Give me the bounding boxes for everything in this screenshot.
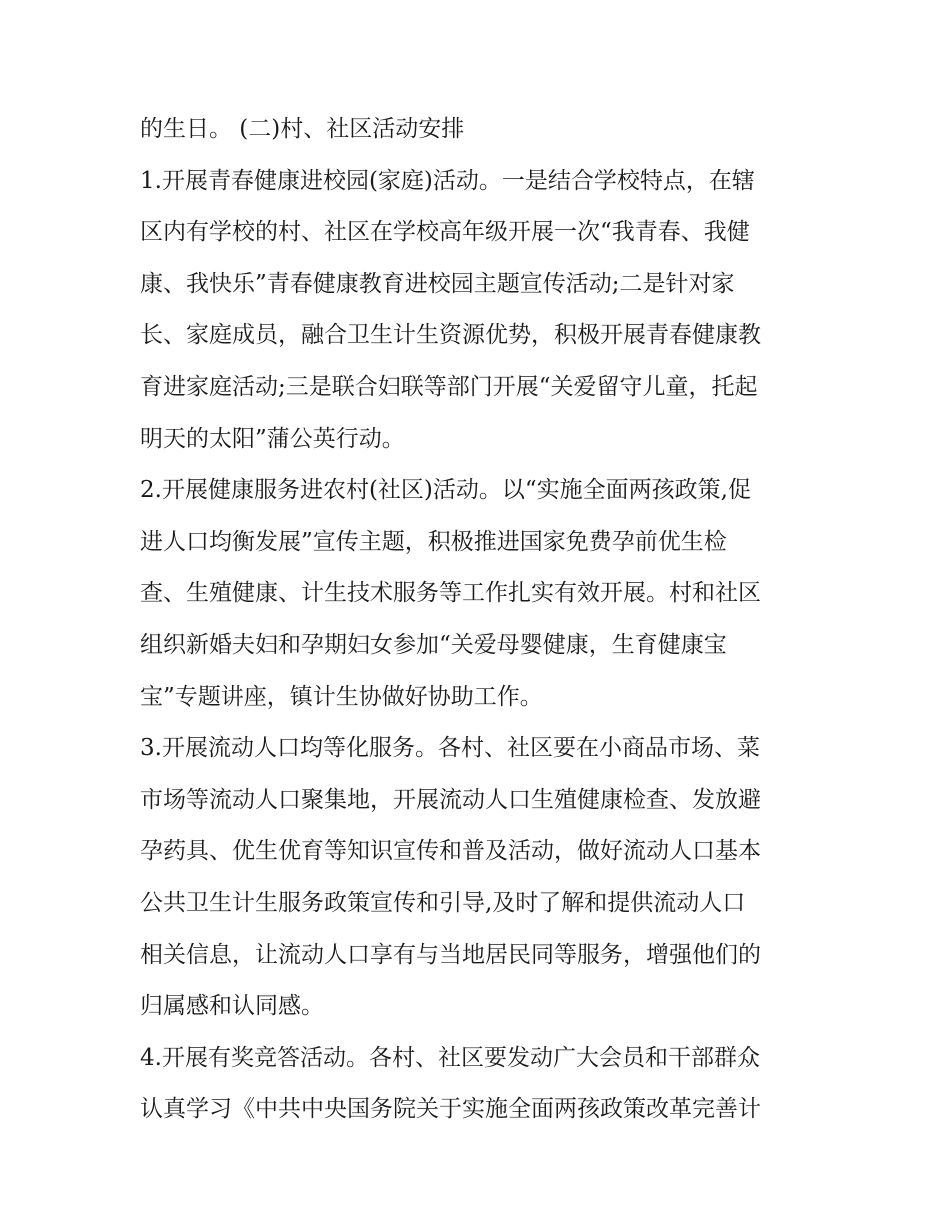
text-line: 育进家庭活动;三是联合妇联等部门开展“关爱留守儿童，托起 (140, 373, 758, 400)
text-line: 公共卫生计生服务政策宣传和引导,及时了解和提供流动人口 (140, 889, 746, 916)
text-line: 组织新婚夫妇和孕期妇女参加“关爱母婴健康，生育健康宝 (140, 631, 727, 658)
text-line: 长、家庭成员，融合卫生计生资源优势，积极开展青春健康教 (140, 322, 761, 349)
text-line: 市场等流动人口聚集地，开展流动人口生殖健康检查、发放避 (140, 786, 761, 813)
text-line: 的生日。 (二)村、社区活动安排 (140, 116, 465, 142)
text-line: 4.开展有奖竞答活动。各村、社区要发动广大会员和干部群众 (140, 1044, 760, 1071)
text-line: 明天的太阳”蒲公英行动。 (140, 425, 405, 452)
text-line: 3.开展流动人口均等化服务。各村、社区要在小商品市场、菜 (140, 735, 760, 762)
text-line: 相关信息，让流动人口享有与当地居民同等服务，增强他们的 (140, 941, 761, 968)
text-line: 宝”专题讲座，镇计生协做好协助工作。 (140, 683, 543, 710)
text-line: 查、生殖健康、计生技术服务等工作扎实有效开展。村和社区 (140, 580, 761, 607)
text-line: 康、我快乐”青春健康教育进校园主题宣传活动;二是针对家 (140, 270, 735, 297)
text-line: 1.开展青春健康进校园(家庭)活动。一是结合学校特点，在辖 (140, 167, 755, 194)
text-line: 孕药具、优生优育等知识宣传和普及活动，做好流动人口基本 (140, 838, 761, 865)
body-text (140, 104, 820, 1136)
text-line: 2.开展健康服务进农村(社区)活动。以“实施全面两孩政策,促 (140, 477, 751, 504)
text-line: 进人口均衡发展”宣传主题，积极推进国家免费孕前优生检 (140, 528, 727, 555)
text-line: 归属感和认同感。 (140, 993, 324, 1020)
text-line: 认真学习《中共中央国务院关于实施全面两孩政策改革完善计 (140, 1096, 761, 1123)
text-line: 区内有学校的村、社区在学校高年级开展一次“我青春、我健 (140, 219, 750, 246)
